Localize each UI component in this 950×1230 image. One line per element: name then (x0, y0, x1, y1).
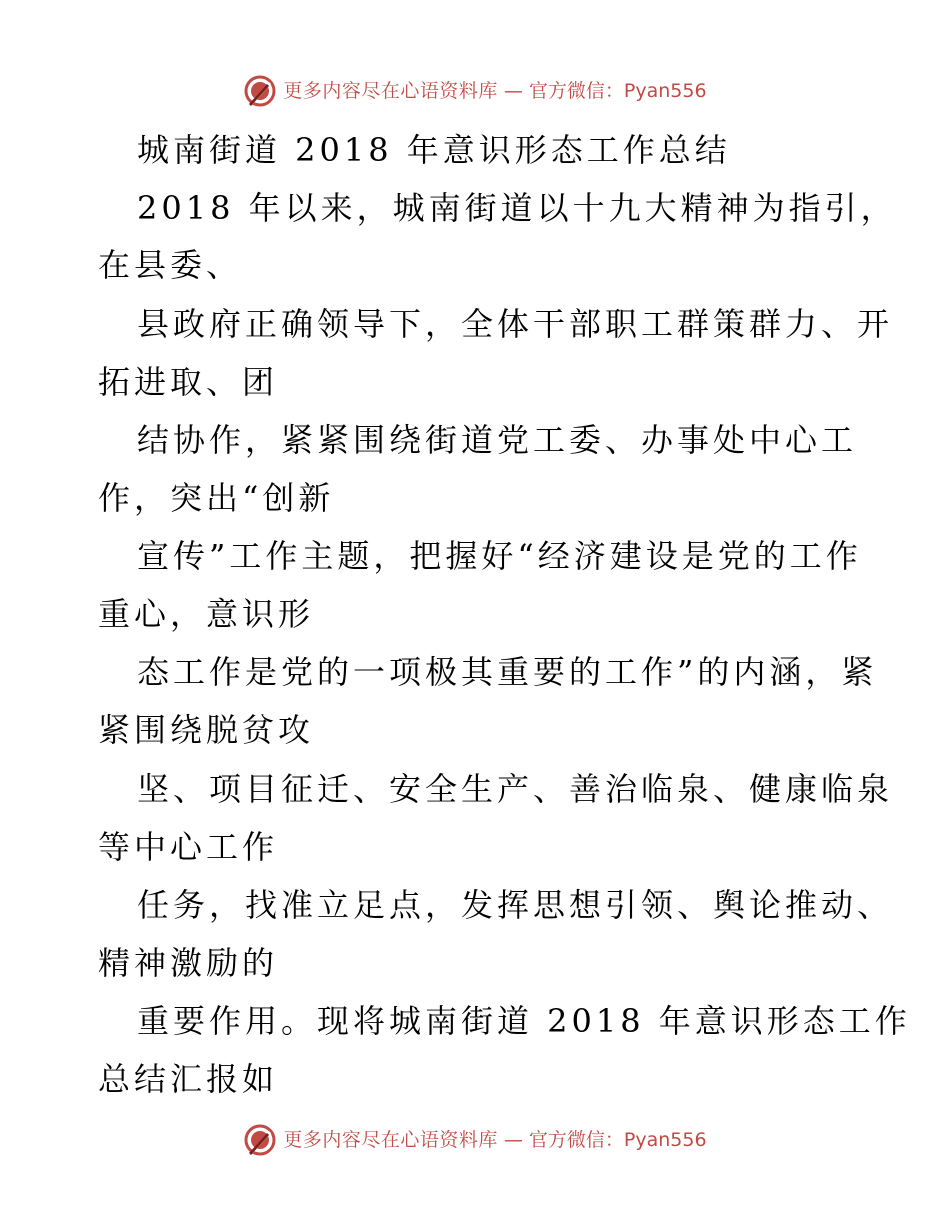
watermark-library-text: 更多内容尽在心语资料库 (283, 80, 498, 102)
footer-watermark (0, 1120, 950, 1160)
paragraph-line: 拓进取、团 (98, 363, 279, 401)
paragraph-line: 2018 年以来，城南街道以十九大精神为指引， (137, 189, 897, 227)
header-watermark (0, 71, 950, 111)
paragraph-line: 结协作，紧紧围绕街道党工委、办事处中心工 (137, 421, 858, 459)
paragraph-line: 态工作是党的一项极其重要的工作”的内涵，紧 (137, 653, 878, 691)
paragraph-line: 紧围绕脱贫攻 (98, 711, 315, 749)
paragraph-line: 坚、项目征迁、安全生产、善治临泉、健康临泉 (137, 770, 894, 808)
paragraph-line: 等中心工作 (98, 828, 279, 866)
paragraph-line: 精神激励的 (98, 944, 279, 982)
watermark-official-text: 官方微信：Pyan556 (528, 80, 707, 102)
paragraph-line: 在县委、 (98, 246, 243, 284)
watermark-dash: — (503, 1129, 523, 1151)
document-title: 城南街道 2018 年意识形态工作总结 (137, 131, 731, 169)
paragraph-line: 宣传”工作主题，把握好“经济建设是党的工作 (137, 537, 862, 575)
paragraph-line: 县政府正确领导下，全体干部职工群策群力、开 (137, 305, 894, 343)
watermark-official-text: 官方微信：Pyan556 (528, 1129, 707, 1151)
paragraph-line: 任务，找准立足点，发挥思想引领、舆论推动、 (137, 886, 894, 924)
quill-logo-icon (243, 74, 277, 108)
paragraph-line: 重心，意识形 (98, 595, 315, 633)
watermark-library-text: 更多内容尽在心语资料库 (283, 1129, 498, 1151)
paragraph-line: 作，突出“创新 (98, 479, 335, 517)
paragraph-line: 重要作用。现将城南街道 2018 年意识形态工作 (137, 1002, 911, 1040)
quill-logo-icon (243, 1123, 277, 1157)
paragraph-line: 总结汇报如 (98, 1060, 279, 1098)
watermark-dash: — (503, 80, 523, 102)
